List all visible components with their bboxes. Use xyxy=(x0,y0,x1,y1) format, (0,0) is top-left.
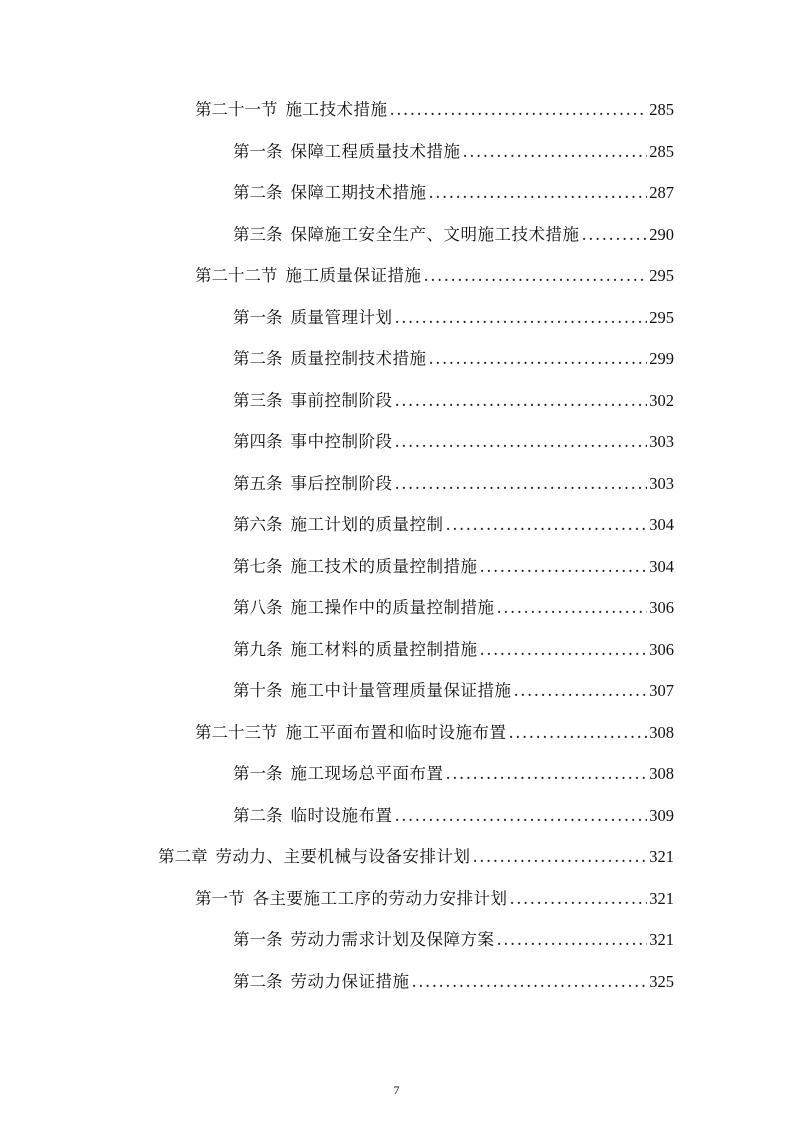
toc-entry[interactable] xyxy=(195,722,674,744)
toc-entry-number: 第八条 xyxy=(233,598,283,617)
toc-entry-number: 第九条 xyxy=(233,639,283,659)
toc-entry-page: 306 xyxy=(649,639,674,659)
toc-entry-title: 保障工期技术措施 xyxy=(290,183,427,202)
dot-leader xyxy=(582,224,648,246)
dot-leader xyxy=(395,390,648,412)
toc-entry-page: 299 xyxy=(649,349,674,368)
toc-entry-title: 劳动力、主要机械与设备安排计划 xyxy=(215,847,471,866)
toc-entry-title: 劳动力需求计划及保障方案 xyxy=(290,930,495,949)
toc-entry-number: 第二十二节 xyxy=(195,266,278,285)
toc-entry[interactable] xyxy=(233,431,674,453)
toc-entry[interactable] xyxy=(195,99,674,121)
toc-entry-title: 施工中计量管理质量保证措施 xyxy=(290,681,512,700)
dot-leader xyxy=(429,348,648,370)
dot-leader xyxy=(395,473,648,495)
toc-entry-title: 保障工程质量技术措施 xyxy=(290,141,461,161)
toc-entry-title: 各主要施工工序的劳动力安排计划 xyxy=(252,888,508,908)
dot-leader xyxy=(509,722,648,744)
toc-entry-title: 施工现场总平面布置 xyxy=(290,764,444,783)
toc-entry[interactable] xyxy=(233,680,674,702)
dot-leader xyxy=(424,265,648,287)
toc-entry-number: 第二条 xyxy=(233,349,283,368)
dot-leader xyxy=(390,99,648,121)
dot-leader xyxy=(463,141,648,163)
toc-entry-title: 施工质量保证措施 xyxy=(285,266,422,285)
dot-leader xyxy=(429,182,648,204)
toc-entry-number: 第七条 xyxy=(233,556,283,576)
toc-entry-number: 第二章 xyxy=(158,847,208,866)
toc-entry[interactable] xyxy=(233,556,674,578)
toc-entry-page: 303 xyxy=(649,473,674,493)
toc-entry-page: 304 xyxy=(649,515,674,534)
toc-entry-number: 第一节 xyxy=(195,888,245,908)
toc-entry[interactable] xyxy=(233,473,674,495)
dot-leader xyxy=(395,805,648,827)
dot-leader xyxy=(480,556,648,578)
toc-entry-title: 保障施工安全生产、文明施工技术措施 xyxy=(290,224,580,244)
dot-leader xyxy=(446,763,648,785)
toc-entry[interactable] xyxy=(233,805,674,827)
toc-entry-page: 309 xyxy=(649,805,674,825)
dot-leader xyxy=(497,597,648,619)
toc-entry-number: 第二条 xyxy=(233,183,283,202)
toc-entry-page: 321 xyxy=(649,847,674,866)
toc-entry-page: 306 xyxy=(649,598,674,617)
toc-entry[interactable] xyxy=(233,929,674,951)
toc-entry-page: 302 xyxy=(649,390,674,410)
toc-entry-number: 第二条 xyxy=(233,971,283,991)
toc-entry-title: 事后控制阶段 xyxy=(290,473,393,493)
toc-entry[interactable] xyxy=(233,141,674,163)
toc-entry-page: 321 xyxy=(649,930,674,949)
toc-entry-number: 第三条 xyxy=(233,224,283,244)
toc-entry[interactable] xyxy=(233,182,674,204)
toc-entry-page: 285 xyxy=(649,100,674,119)
toc-entry-page: 304 xyxy=(649,556,674,576)
toc-entry-page: 303 xyxy=(649,432,674,451)
toc-entry[interactable] xyxy=(233,307,674,329)
toc-entry-title: 质量控制技术措施 xyxy=(290,349,427,368)
dot-leader xyxy=(395,307,648,329)
dot-leader xyxy=(473,846,648,868)
toc-entry[interactable] xyxy=(158,846,674,868)
toc-entry-number: 第十条 xyxy=(233,681,283,700)
toc-entry-title: 临时设施布置 xyxy=(290,805,393,825)
dot-leader xyxy=(510,888,648,910)
toc-entry-title: 施工操作中的质量控制措施 xyxy=(290,598,495,617)
toc-entry-number: 第二十一节 xyxy=(195,100,278,119)
toc-entry[interactable] xyxy=(233,348,674,370)
toc-entry-title: 质量管理计划 xyxy=(290,307,393,327)
toc-entry-number: 第三条 xyxy=(233,390,283,410)
toc-entry[interactable] xyxy=(195,265,674,287)
toc-entry[interactable] xyxy=(233,224,674,246)
toc-entry-page: 325 xyxy=(649,971,674,991)
page-number: 7 xyxy=(393,1083,400,1097)
toc-entry-title: 施工平面布置和临时设施布置 xyxy=(285,722,507,742)
toc-entry-number: 第二条 xyxy=(233,805,283,825)
dot-leader xyxy=(480,639,648,661)
toc-entry-number: 第二十三节 xyxy=(195,722,278,742)
toc-entry-title: 施工计划的质量控制 xyxy=(290,515,444,534)
toc-entry-page: 290 xyxy=(649,224,674,244)
toc-entry-title: 事中控制阶段 xyxy=(290,432,393,451)
toc-entry[interactable] xyxy=(233,597,674,619)
toc-entry-page: 295 xyxy=(649,266,674,285)
toc-entry-number: 第一条 xyxy=(233,141,283,161)
toc-entry-page: 285 xyxy=(649,141,674,161)
toc-entry-title: 劳动力保证措施 xyxy=(290,971,410,991)
toc-entry-number: 第四条 xyxy=(233,432,283,451)
toc-entry-number: 第一条 xyxy=(233,307,283,327)
toc-entry-title: 事前控制阶段 xyxy=(290,390,393,410)
toc-entry-page: 287 xyxy=(649,183,674,202)
toc-entry[interactable] xyxy=(233,763,674,785)
toc-entry-page: 321 xyxy=(649,888,674,908)
toc-entry-page: 308 xyxy=(649,722,674,742)
dot-leader xyxy=(412,971,648,993)
toc-entry-number: 第一条 xyxy=(233,764,283,783)
toc-entry[interactable] xyxy=(233,639,674,661)
dot-leader xyxy=(446,514,648,536)
toc-entry[interactable] xyxy=(195,888,674,910)
toc-entry-number: 第一条 xyxy=(233,930,283,949)
toc-entry-title: 施工技术措施 xyxy=(285,100,388,119)
toc-entry-page: 308 xyxy=(649,764,674,783)
toc-entry-title: 施工材料的质量控制措施 xyxy=(290,639,478,659)
toc-entry[interactable] xyxy=(233,971,674,993)
toc-entry[interactable] xyxy=(233,514,674,536)
dot-leader xyxy=(395,431,648,453)
toc-entry-number: 第六条 xyxy=(233,515,283,534)
toc-entry-page: 295 xyxy=(649,307,674,327)
dot-leader xyxy=(514,680,648,702)
dot-leader xyxy=(497,929,648,951)
toc-entry-page: 307 xyxy=(649,681,674,700)
toc-entry-number: 第五条 xyxy=(233,473,283,493)
toc-entry[interactable] xyxy=(233,390,674,412)
toc-entry-title: 施工技术的质量控制措施 xyxy=(290,556,478,576)
